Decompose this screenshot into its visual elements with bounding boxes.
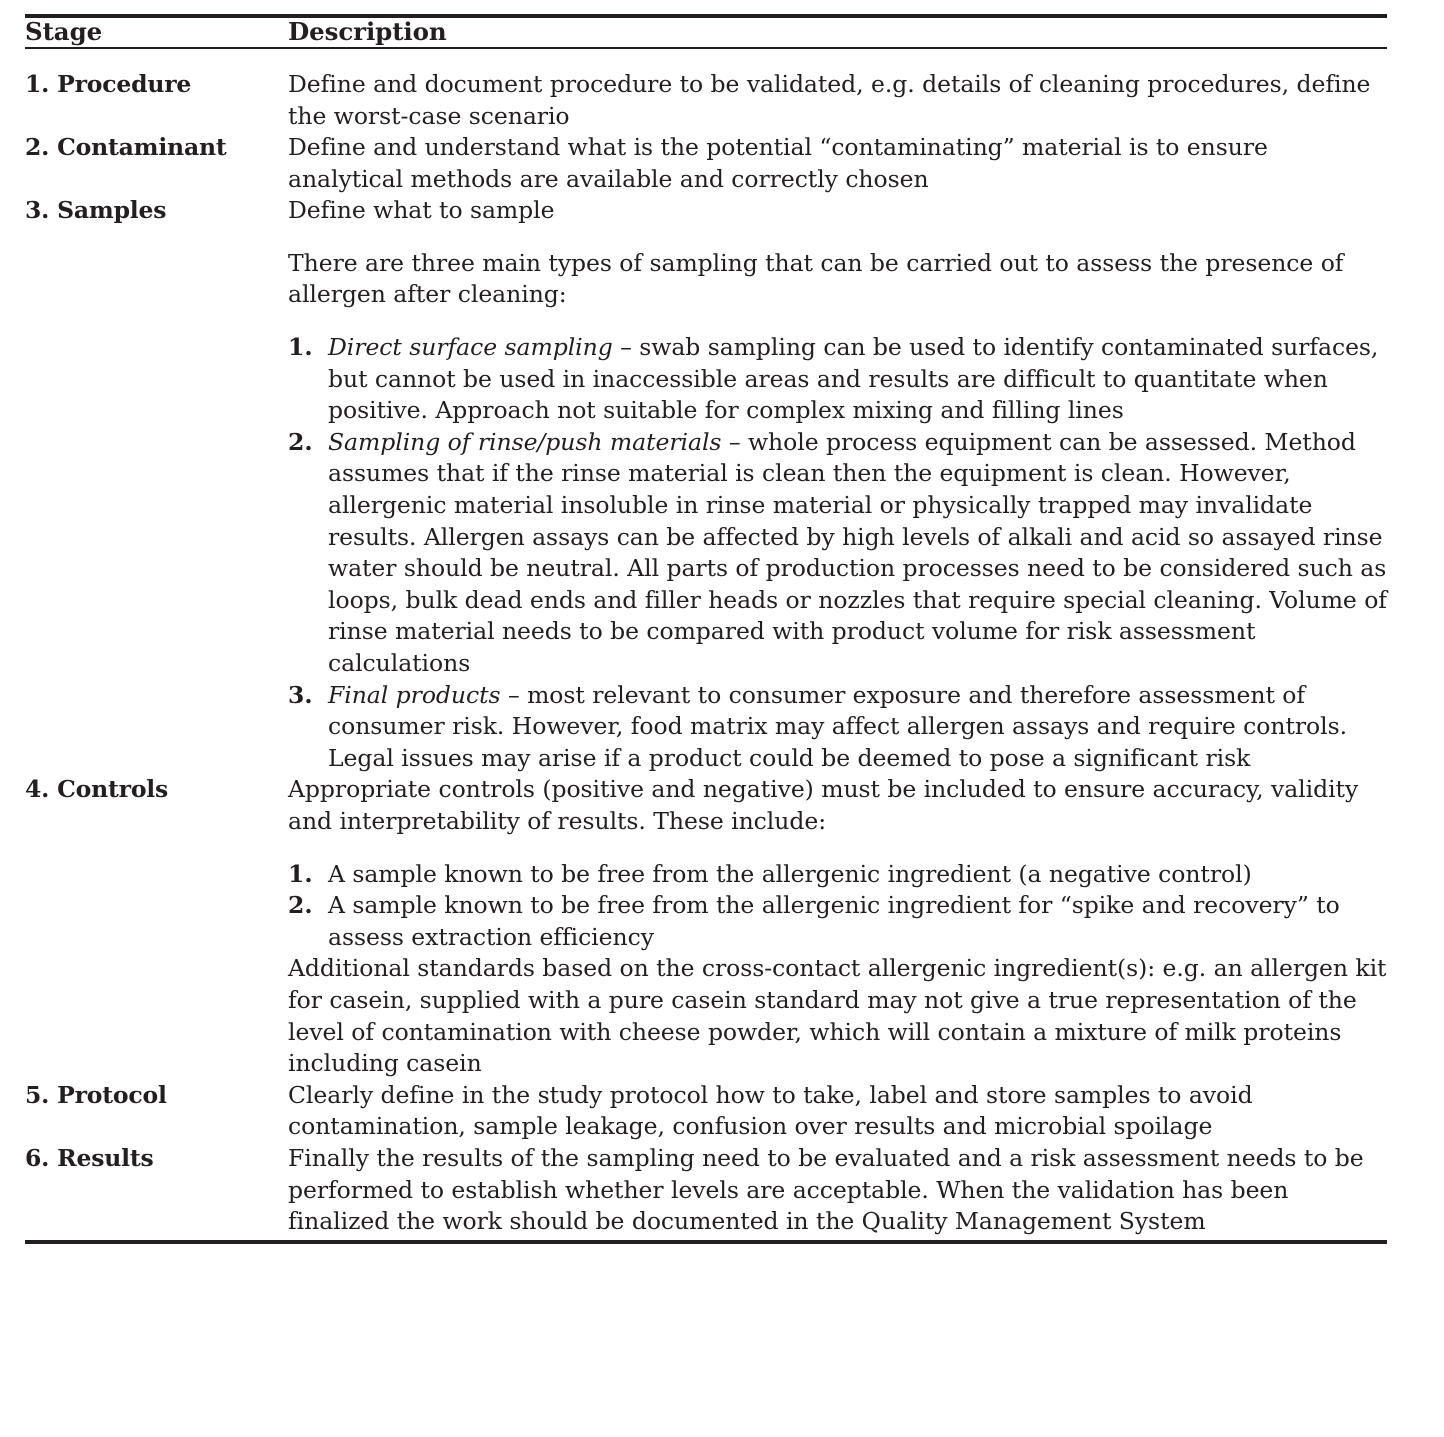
- table-body: [25, 49, 1387, 1238]
- table-bottom-rule: [25, 1240, 1387, 1244]
- ordered-list: [288, 859, 1387, 954]
- stage-cell: 1. Procedure: [25, 69, 192, 98]
- table-row: [25, 195, 1387, 774]
- column-header-description: Description: [288, 17, 447, 46]
- paragraph: Finally the results of the sampling need to be evaluated and a risk assessment needs to be performed to establish whether levels are acceptable. When the validation has been finalized the work should be documented in the Quality Management System: [288, 1143, 1364, 1236]
- list-item-text: – swab sampling can be used to identify contaminated surfaces, but cannot be used in inaccessible areas and results are difficult to quantitate when positive. Approach not suitable for complex mixing and filling lines: [328, 333, 1379, 425]
- description-cell: [288, 1143, 1387, 1238]
- table-row: [25, 774, 1387, 1079]
- paragraph: Define what to sample: [288, 196, 555, 225]
- stage-cell: 3. Samples: [25, 196, 167, 225]
- ordered-list: [288, 332, 1387, 774]
- list-item-text: – most relevant to consumer exposure and therefore assessment of consumer risk. However, food matrix may affect allergen assays and require controls. Legal issues may arise if a product could be deemed to pose a significant risk: [328, 680, 1348, 772]
- list-item: [288, 680, 1387, 775]
- paragraph: Clearly define in the study protocol how to take, label and store samples to avoid contamination, sample leakage, confusion over results and microbial spoilage: [288, 1080, 1253, 1141]
- list-item-lead: Final products: [328, 680, 501, 709]
- paragraph: There are three main types of sampling that can be carried out to assess the presence of allergen after cleaning:: [288, 248, 1344, 309]
- description-cell: [288, 1080, 1387, 1143]
- table-body-rows: [25, 49, 1387, 1238]
- stage-description-table: [25, 14, 1387, 1244]
- stage-cell: 6. Results: [25, 1143, 154, 1172]
- stage-cell: 5. Protocol: [25, 1080, 167, 1109]
- table-row: [25, 49, 1387, 132]
- paragraph: Appropriate controls (positive and negative) must be included to ensure accuracy, validity and interpretability of results. These include:: [288, 775, 1359, 835]
- description-cell: [288, 774, 1387, 1079]
- paragraph: Define and understand what is the potential “contaminating” material is to ensure analytical methods are available and correctly chosen: [288, 133, 1268, 193]
- paragraph: Define and document procedure to be validated, e.g. details of cleaning procedures, define the worst-case scenario: [288, 69, 1371, 130]
- table: [25, 18, 1387, 47]
- description-cell: [288, 132, 1387, 195]
- list-item: [288, 427, 1387, 680]
- stage-cell: 2. Contaminant: [25, 133, 227, 162]
- list-item-text: – whole process equipment can be assessed. Method assumes that if the rinse material is clean then the equipment is clean. However, allergenic material insoluble in rinse material or physically trapped may invalidate results. Allergen assays can be affected by high levels of alkali and acid so assayed rinse water should be neutral. All parts of production processes need to be considered such as loops, bulk dead ends and filler heads or nozzles that require special cleaning. Volume of rinse material needs to be compared with product volume for risk assessment calculations: [328, 427, 1387, 677]
- paragraph: Additional standards based on the cross-contact allergenic ingredient(s): e.g. an allergen kit for casein, supplied with a pure casein standard may not give a true representation of the level of contamination with cheese powder, which will contain a mixture of milk proteins including casein: [288, 954, 1387, 1078]
- list-item: [288, 859, 1387, 891]
- list-item: [288, 890, 1387, 953]
- list-item-lead: Sampling of rinse/push materials: [328, 427, 722, 456]
- stage-cell: 4. Controls: [25, 775, 169, 804]
- column-header-stage: Stage: [25, 17, 103, 46]
- description-cell: [288, 49, 1387, 132]
- table-header-row: [25, 18, 1387, 47]
- table-row: [25, 1080, 1387, 1143]
- list-item: [288, 332, 1387, 427]
- table-row: [25, 1143, 1387, 1238]
- description-cell: [288, 195, 1387, 774]
- list-item-text: A sample known to be free from the allergenic ingredient (a negative control): [328, 859, 1252, 888]
- table-row: [25, 132, 1387, 195]
- list-item-text: A sample known to be free from the allergenic ingredient for “spike and recovery” to assess extraction efficiency: [328, 891, 1340, 951]
- list-item-lead: Direct surface sampling: [328, 333, 613, 362]
